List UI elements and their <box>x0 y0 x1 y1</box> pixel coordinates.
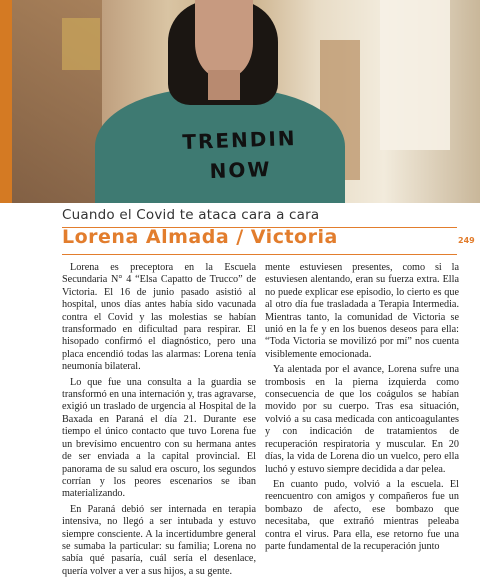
photo-person-neck <box>208 70 240 100</box>
paragraph: En cuanto pudo, volvió a la escuela. El reencuentro con amigos y compañeros fue un bombazo de afecto, ese bombazo que necesitaba, que extrañó mientras peleaba contra el virus. Para ella, ese retorno fue una parte fundamental de la recuperación junto <box>265 478 459 552</box>
right-column <box>265 262 459 556</box>
subheading-rule <box>62 254 457 255</box>
paragraph: Lo que fue una consulta a la guardia se transformó en una internación y, tras agravarse, exigió un traslado de urgencia al Hospital de la Baxada en Paraná el día 21. Durante ese tiempo el único contacto que tuvo Lorena fue un brevísimo encuentro con su hermana antes de ser enviada a la capital provincial. El panorama de su salud era oscuro, los segundos corrían y los peores escenarios se iban materializando. <box>62 376 256 500</box>
shirt-print-text: TRENDIN NOW <box>181 126 297 184</box>
article-headline: Cuando el Covid te ataca cara a cara <box>62 207 320 223</box>
left-column <box>62 262 256 581</box>
paragraph: Ya alentada por el avance, Lorena sufre una trombosis en la pierna izquierda como consecuencia de que los coágulos se habían movido por su cuerpo. Tras esa situación, volvió a su casa medicada con anticoagulantes y con indicación de tratamientos de recuperación respiratoria y muscular. En 20 días, la vida de Lorena dio un vuelco, pero ella luchó y estuvo siempre decidida a dar pelea. <box>265 364 459 475</box>
paragraph: En Paraná debió ser internada en terapia intensiva, no llegó a ser intubada y estuvo siempre consciente. A la incertidumbre general se sumaba la particular: su familia; Lorena no sabía qué pasaría, cuál sería el desenlace, quería volver a ver a sus hijos, a su gente. <box>62 503 256 577</box>
page-number: 249 <box>458 236 475 245</box>
paragraph: Lorena es preceptora en la Escuela Secundaria N° 4 “Elsa Capatto de Trucco” de Victoria. El 16 de junio pasado asistió al hospital, unos días antes había sido vacunada contra el Covid y las molestias se habían transformado en dificultad para respirar. El hisopado confirmó el diagnóstico, pero una placa encendió todas las alarmas: Lorena tenía neumonía bilateral. <box>62 262 256 373</box>
photo-person-face <box>195 0 253 78</box>
photo-wall-poster <box>62 18 100 70</box>
photo-edge-stripe <box>0 0 12 203</box>
paragraph: mente estuviesen presentes, como si la estuviesen alentando, eran su fuerza extra. Ella no puede explicar ese episodio, lo cierto es que al otro día fue trasladada a Terapia Intermedia. Mientras tanto, la comunidad de Victoria se unió en la fe y en los buenos deseos para ella: “Toda Victoria se movilizó por mí” nos cuenta visiblemente emocionada. <box>265 262 459 360</box>
article-photo <box>0 0 480 203</box>
photo-window-light <box>380 0 450 150</box>
article-subheading: Lorena Almada / Victoria <box>62 226 338 248</box>
